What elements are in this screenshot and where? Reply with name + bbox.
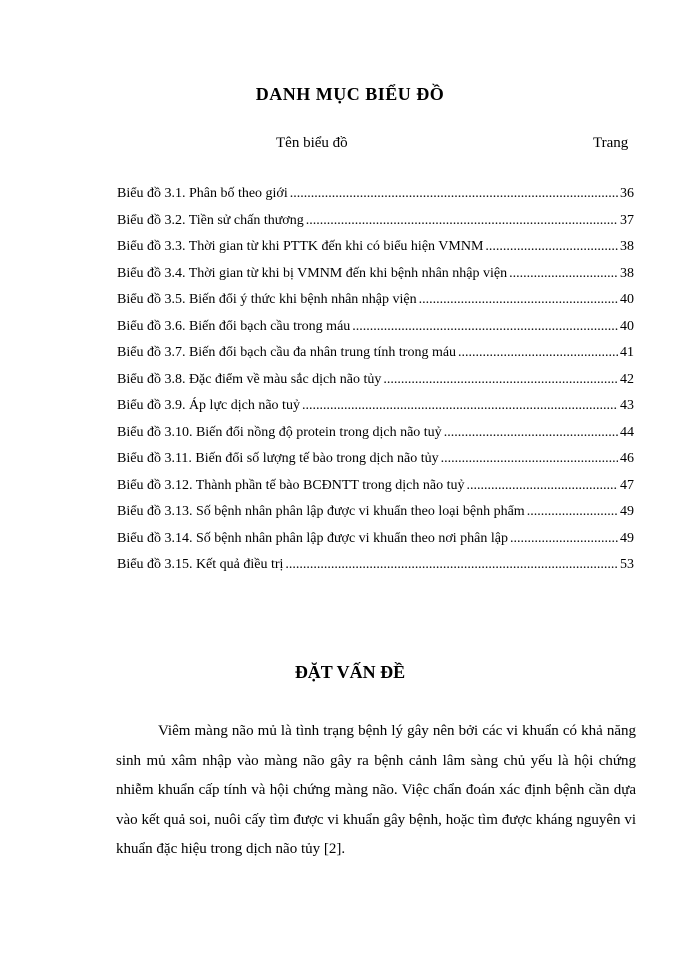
dot-leader bbox=[290, 186, 618, 202]
list-item-label: Biểu đồ 3.7. Biến đổi bạch cầu đa nhân trung tính trong máu bbox=[117, 345, 457, 360]
list-item bbox=[117, 504, 634, 531]
list-item-page: 44 bbox=[620, 424, 634, 440]
list-item bbox=[117, 478, 634, 505]
list-item-page: 40 bbox=[620, 292, 634, 307]
list-item bbox=[117, 398, 634, 425]
dot-leader bbox=[485, 239, 618, 255]
list-item-page: 41 bbox=[620, 345, 634, 360]
list-item-label: Biểu đồ 3.13. Số bệnh nhân phân lập được vi khuẩn theo loại bệnh phẩm bbox=[117, 504, 525, 519]
list-item-page: 42 bbox=[620, 371, 634, 387]
dot-leader bbox=[285, 557, 618, 573]
list-item bbox=[117, 531, 634, 558]
list-item-label: Biểu đồ 3.10. Biến đổi nồng độ protein trong dịch não tuỷ bbox=[117, 424, 442, 440]
list-item-label: Biểu đồ 3.5. Biến đổi ý thức khi bệnh nhân nhập viện bbox=[117, 292, 417, 307]
list-item-page: 36 bbox=[620, 186, 634, 201]
list-item bbox=[117, 266, 634, 293]
list-item bbox=[117, 345, 634, 372]
list-item bbox=[117, 451, 634, 478]
list-item-label: Biểu đồ 3.6. Biến đổi bạch cầu trong máu bbox=[117, 318, 351, 334]
section-title: ĐẶT VẤN ĐỀ bbox=[294, 662, 406, 682]
intro-paragraph-text: Viêm màng não mủ là tình trạng bệnh lý gây nên bởi các vi khuẩn có khả năng sinh mủ xâm nhập vào màng não gây ra bệnh cảnh lâm sàng chủ yếu là hội chứng nhiễm khuẩn cấp tính và hội chứng màng não. Việc chẩn đoán xác định bệnh cần dựa vào kết quả soi, nuôi cấy tìm được vi khuẩn gây bệnh, hoặc tìm được kháng nguyên vi khuẩn đặc hiệu trong dịch não tủy [2]. bbox=[116, 723, 636, 857]
list-item-page: 46 bbox=[620, 451, 634, 466]
dot-leader bbox=[306, 213, 618, 229]
list-item-label: Biểu đồ 3.2. Tiền sử chấn thương bbox=[117, 212, 304, 228]
list-item bbox=[117, 213, 634, 240]
dot-leader bbox=[458, 345, 618, 361]
list-item-page: 47 bbox=[620, 477, 634, 493]
list-item-page: 49 bbox=[620, 530, 634, 546]
list-item-label: Biểu đồ 3.15. Kết quả điều trị bbox=[117, 557, 284, 572]
list-item-label: Biểu đồ 3.9. Áp lực dịch não tuỷ bbox=[117, 398, 300, 413]
list-item-page: 38 bbox=[620, 265, 634, 281]
dot-leader bbox=[510, 531, 618, 547]
list-item bbox=[117, 557, 634, 584]
list-item-label: Biểu đồ 3.14. Số bệnh nhân phân lập được vi khuẩn theo nơi phân lập bbox=[117, 530, 508, 546]
list-item-page: 49 bbox=[620, 504, 634, 519]
list-item-page: 43 bbox=[620, 398, 634, 413]
list-item-label: Biểu đồ 3.1. Phân bố theo giới bbox=[117, 186, 288, 201]
dot-leader bbox=[444, 425, 618, 441]
dot-leader bbox=[383, 372, 618, 388]
list-item-page: 53 bbox=[620, 557, 634, 572]
chart-name-column-header: Tên biểu đồ bbox=[276, 135, 348, 151]
list-item-page: 38 bbox=[620, 239, 634, 254]
list-item bbox=[117, 239, 634, 266]
page-column-header: Trang bbox=[593, 135, 629, 151]
list-item-label: Biểu đồ 3.11. Biến đổi số lượng tế bào trong dịch não tủy bbox=[117, 451, 439, 466]
dot-leader bbox=[302, 398, 618, 414]
dot-leader bbox=[419, 292, 618, 308]
list-item bbox=[117, 186, 634, 213]
list-item bbox=[117, 425, 634, 452]
list-title: DANH MỤC BIỂU ĐỒ bbox=[255, 84, 445, 104]
list-item-page: 40 bbox=[620, 318, 634, 334]
dot-leader bbox=[527, 504, 618, 520]
list-item-label: Biểu đồ 3.12. Thành phần tế bào BCĐNTT trong dịch não tuỷ bbox=[117, 477, 465, 493]
list-item bbox=[117, 372, 634, 399]
dot-leader bbox=[509, 266, 618, 282]
chart-list bbox=[117, 186, 634, 584]
dot-leader bbox=[441, 451, 618, 467]
intro-paragraph bbox=[116, 717, 636, 865]
dot-leader bbox=[467, 478, 619, 494]
list-item-label: Biểu đồ 3.3. Thời gian từ khi PTTK đến khi có biểu hiện VMNM bbox=[117, 239, 484, 254]
list-item-label: Biểu đồ 3.8. Đặc điểm về màu sắc dịch não tủy bbox=[117, 371, 382, 387]
dot-leader bbox=[352, 319, 618, 335]
list-item bbox=[117, 319, 634, 346]
list-item bbox=[117, 292, 634, 319]
list-item-label: Biểu đồ 3.4. Thời gian từ khi bị VMNM đến khi bệnh nhân nhập viện bbox=[117, 265, 508, 281]
list-item-page: 37 bbox=[620, 212, 634, 228]
